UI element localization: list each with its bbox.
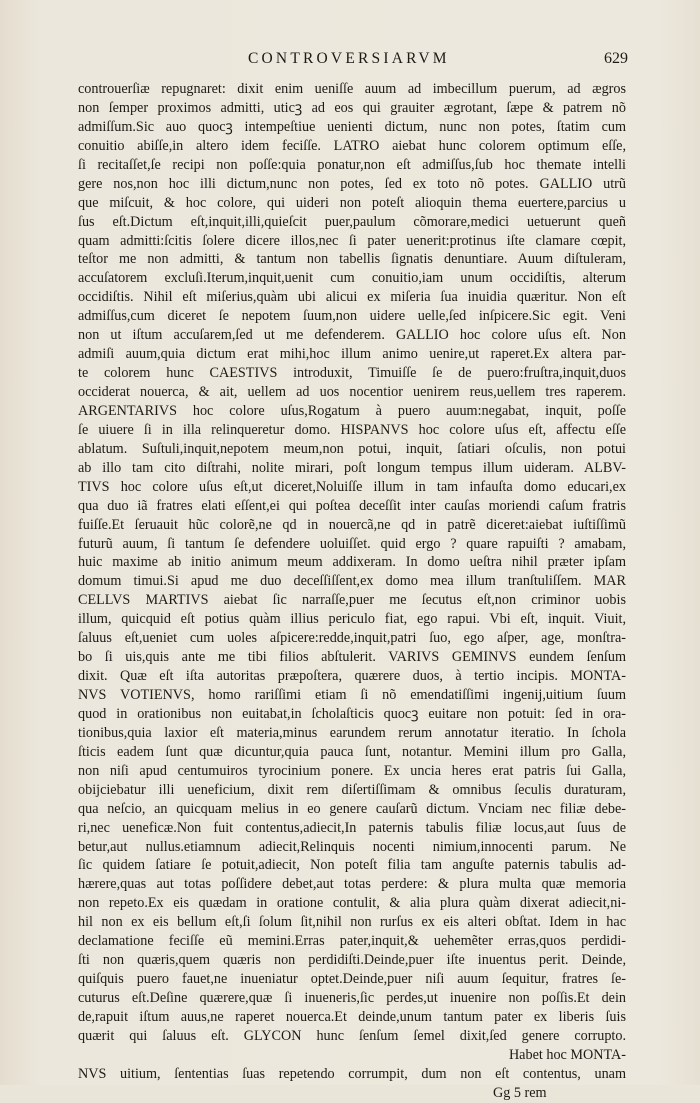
text-line: ſticis eadem ſunt quæ dicuntur,quia pauca ſunt, notantur. Memini illum pro Galla, <box>78 743 626 760</box>
text-line: controuerſiæ repugnaret: dixit enim ueniſſe auum ad imbecillum puerum, ad ægros <box>78 81 626 97</box>
text-line: illum, quicquid eſt potius quàm illius periculo fiat, ego rapui. Vbi eſt, inquit. Viuit, <box>78 611 626 628</box>
text-line: de,rapuit iſtum auus,ne raperet nouerca.Et deinde,unum tantum pater ex liberis ſuis <box>78 1008 626 1025</box>
text-line: admiſi auum,quia dictum erat mihi,hoc illum animo uenire,ut raperet.Ex altera par- <box>78 346 626 363</box>
page-number: 629 <box>604 50 628 67</box>
text-line: bo ſi uis,quis ante me tibi filios abſtulerit. VARIVS GEMINVS eundem ſenſum <box>78 649 626 666</box>
text-line: dixit. Quæ eſt iſta autoritas præpoſtera, quærere duos, à tertio incipis. MONTA- <box>78 668 626 685</box>
text-line: gere nos,non hoc illi dictum,nunc non potes, ſed ex toto nõ potes. GALLIO utrũ <box>78 175 626 192</box>
text-line: NVS VOTIENVS, homo rariſſimi etiam ſi nõ emendatiſſimi ingenij,uitium ſuum <box>78 687 626 703</box>
text-line: quiſquis puero fauet,ne inueniatur optet.Deinde,puer niſi auum ſequitur, fratres ſe- <box>78 971 626 988</box>
text-line: ab illo tam cito diſtrahi, nolite mirari, poſt longum tempus illum uideram. ALBV- <box>78 459 626 476</box>
text-line: quærit qui ſaluus eſt. GLYCON hunc ſenſum ſemel dixit,ſed genere corrupto. <box>78 1027 626 1044</box>
text-line: domum timui.Si apud me duo deceſſiſſent,ex domo mea illum tranſtuliſſem. MAR <box>78 573 626 590</box>
text-line: ſus eſt.Dictum eſt,inquit,illi,quieſcit puer,paulum cõmorare,medici uetuerunt queñ <box>78 213 626 230</box>
text-line: huic maxime ab initio animum meum addixeram. In domo ueſtra nihil præter ipſam <box>78 554 626 571</box>
text-line: ſe uiuere ſi in illa relinqueretur domo. HISPANVS hoc colore uſus eſt, affectu eſſe <box>78 421 626 438</box>
text-line: hil non ex eis bellum eſt,ſi ſolum ſit,nihil non rurſus ex eis alteri obſtat. Idem in hac <box>78 914 626 931</box>
text-line: accuſatorem excluſi.Iterum,inquit,uenit cum conuitio,iam unum occidiſtis, alterum <box>78 270 626 287</box>
text-line: ablatum. Suſtuli,inquit,nepotem meum,non potui, inquit, ſatiari oſculis, non potui <box>78 440 626 457</box>
text-line: admiſſus,cum diceret ſe nepotem ſuum,non uidere uelle,ſed inſpicere.Sic egit. Veni <box>78 308 626 325</box>
text-line: declamatione feciſſe eũ memini.Erras pater,inquit,& uehemẽter erras,quos perdidi- <box>78 933 626 950</box>
text-line: ſti non quæris,quem quæris non perdidiſti.Deinde,puer iſte inuentus perit. Deinde, <box>78 952 626 969</box>
running-head: CONTROVERSIARVM <box>248 50 450 67</box>
text-line: ARGENTARIVS hoc colore uſus,Rogatum à puero auum:negabat, inquit, poſſe <box>78 402 626 419</box>
text-line: Habet hoc MONTA- <box>508 1046 626 1063</box>
text-line: futurũ auum, ſi tantum ſe defendere uoluiſſet. quid ergo ? quare rapuiſti ? amabam, <box>78 535 626 552</box>
text-line: admiſſum.Sic auo quocꝫ intempeſtiue uenienti dictum, nunc non potes, ſtatim cum <box>78 118 626 135</box>
text-line: ri,nec ueneficæ.Non fuit contentus,adiecit,In paternis tabulis filiæ locus,aut ſuus de <box>78 819 626 836</box>
text-line: ſi recitaſſet,ſe recipi non poſſe:quia ponatur,non eſt admiſſus,ſub hoc themate intelli <box>78 156 626 173</box>
text-line: te colorem hunc CAESTIVS introduxit, Timuiſſe ſe de puero:fruſtra,inquit,duos <box>78 365 626 382</box>
text-line: tionibus,quia laxior eſt materia,minus earundem rerum annotatur iteratio. In ſchola <box>78 724 626 741</box>
text-line: ſaluus eſt,ueniet cum uoles aſpicere:redde,inquit,patri ſuo, ego aſper, age, monſtra- <box>78 630 626 647</box>
text-line: quam admitti:ſcitis ſolere dicere illos,nec ſi pater uenerit:protinus iſte clamare cœpit, <box>78 232 626 249</box>
text-line: ſic quidem ſatiare ſe potuit,adiecit, Non poteſt filia tam anguſte paternis tabulis ad- <box>78 857 626 874</box>
text-block <box>78 80 626 1103</box>
text-line: non ſemper proximos admitti, uticꝫ ad eos qui grauiter ægrotant, ſæpe & patrem nõ <box>78 99 626 116</box>
text-line: que miſcuit, & hoc colore, qui uideri non poteſt alioquin thema euertere,parcius u <box>78 194 626 211</box>
text-line: qua duo iã fratres elati eſſent,ei qui poſtea deceſſit inter cauſas moriendi caſum fratris <box>78 497 626 514</box>
text-line: fuiſſe.Et ſeruauit hũc colorẽ,ne qd in nouercã,ne qd in patrẽ diceret:aiebat iuſtiſſimũ <box>78 516 626 533</box>
text-line: non repeto.Ex eis quædam in oratione contulit, & alia plura quàm dixerat adiecit,ni- <box>78 895 626 912</box>
text-line: betur,aut nullus.etiamnum adiecit,Relinquis nocenti nimium,innocenti parum. Ne <box>78 838 626 855</box>
text-line: cuturus eſt.Deſine quærere,quæ ſi inueneris,ſic perdes,ut inuenire non poſſis.Et dein <box>78 990 626 1006</box>
text-line: NVS uitium, ſententias ſuas repetendo corrumpit, dum non eſt contentus, unam <box>78 1065 626 1082</box>
page-header <box>0 50 700 76</box>
text-line: conuitio abiſſe,in altero idem feciſſe. LATRO aiebat hunc colorem optimum eſſe, <box>78 137 626 154</box>
text-line: quod in orationibus non euitabat,in ſcholaſticis quocꝫ euitare non potuit: ſed in ora- <box>78 705 626 722</box>
text-line: CELLVS MARTIVS aiebat ſic narraſſe,puer me ſecutus eſt,non criminor uobis <box>78 592 626 609</box>
text-line: teſtor me non admitti, & tantum non tabellis ſignatis denuntiare. Auum diſtuleram, <box>78 251 626 268</box>
text-line: obijciebatur illi ueneficium, dixit rem diſertiſſimam & omnibus ſeculis duraturam, <box>78 781 626 798</box>
text-line: occiderat nouerca, & ait, uellem ad uos nocentior uenirem reus,uellem tres raperem. <box>78 384 626 400</box>
text-line: qua neſcio, an quicquam melius in eo genere cauſarũ dictum. Vnciam nec filiæ debe- <box>78 800 626 817</box>
text-line: occidiſtis. Nihil eſt miſerius,quàm ubi alicui ex miſeria ſua inuidia quæritur. Non eſt <box>78 289 626 306</box>
text-line: hærere,quas aut totas poſſidere debet,aut totas perdere: & plura multa quæ memoria <box>78 876 626 893</box>
text-line: non ut iſtum accuſarem,ſed ut me defenderem. GALLIO hoc colore uſus eſt. Non <box>78 327 626 344</box>
text-line: non niſi apud centumuiros tyrocinium ponere. Ex uncia heres erat patris ſui Galla, <box>78 762 626 779</box>
text-line: TIVS hoc colore uſus eſt,ut diceret,Noluiſſe illum in tam infauſta domo educari,ex <box>78 478 626 495</box>
signature-catchword-line: Gg 5 rem <box>493 1084 547 1101</box>
